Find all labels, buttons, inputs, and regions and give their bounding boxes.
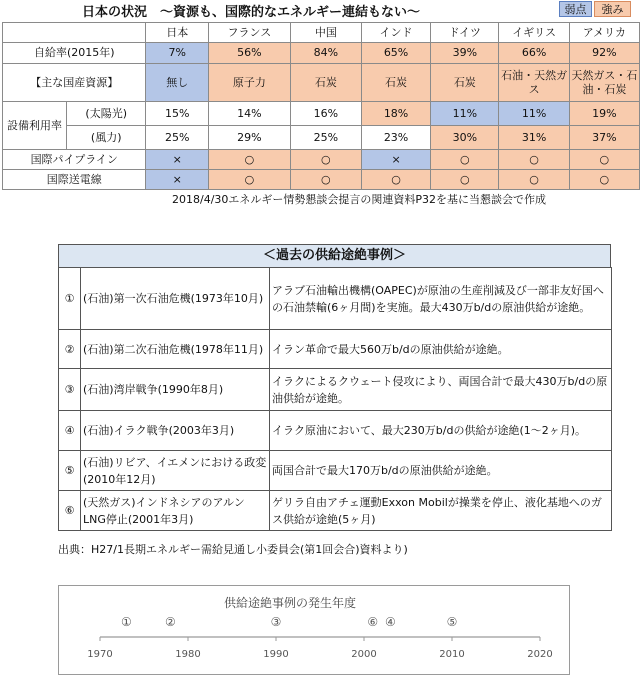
- event-number: ②: [59, 330, 81, 369]
- table-cell: 石炭: [361, 64, 430, 102]
- timeline-event-marker: ⑥: [367, 615, 379, 629]
- table-cell: 25%: [290, 126, 361, 150]
- timeline-event-marker: ④: [385, 615, 396, 629]
- table-cell: 15%: [146, 102, 209, 126]
- event-description: イラク原油において、最大230万b/dの供給が途絶(1～2ヶ月)。: [270, 411, 612, 451]
- event-number: ⑤: [59, 451, 81, 491]
- table-cell: 92%: [569, 43, 639, 64]
- timeline-tick-label: 2010: [439, 649, 465, 660]
- table-cell: ×: [146, 170, 209, 190]
- table-cell: 84%: [290, 43, 361, 64]
- table-cell: 18%: [361, 102, 430, 126]
- event-description: ゲリラ自由アチェ運動Exxon Mobilが操業を停止、液化基地へのガス供給が途絶(5ヶ月): [270, 491, 612, 531]
- timeline-title: 供給途絶事例の発生年度: [224, 596, 357, 610]
- country-header: アメリカ: [569, 23, 639, 43]
- history-source: 出典：H27/1長期エネルギー需給見通し小委員会(第1回会合)資料より): [58, 543, 408, 556]
- table-cell: ×: [361, 150, 430, 170]
- table-cell: ○: [569, 170, 639, 190]
- timeline-tick-label: 2020: [527, 649, 553, 660]
- table-cell: ×: [146, 150, 209, 170]
- table-cell: 56%: [209, 43, 291, 64]
- table-cell: 7%: [146, 43, 209, 64]
- capacity-label: 設備利用率: [3, 102, 67, 150]
- table-cell: 39%: [431, 43, 499, 64]
- table-cell: ○: [569, 150, 639, 170]
- table-cell: 31%: [499, 126, 569, 150]
- country-header: 日本: [146, 23, 209, 43]
- event-name: (天然ガス)インドネシアのアルンLNG停止(2001年3月): [81, 491, 270, 531]
- timeline-tick-label: 1980: [175, 649, 201, 660]
- event-number: ⑥: [59, 491, 81, 531]
- row-label: 自給率(2015年): [3, 43, 146, 64]
- timeline-tick-label: 1990: [263, 649, 289, 660]
- table-cell: ○: [499, 170, 569, 190]
- row-label: 【主な国産資源】: [3, 64, 146, 102]
- event-name: (石油)第二次石油危機(1978年11月): [81, 330, 270, 369]
- event-description: イラン革命で最大560万b/dの原油供給が途絶。: [270, 330, 612, 369]
- table-cell: ○: [361, 170, 430, 190]
- timeline-event-marker: ③: [270, 615, 282, 629]
- timeline-tick-label: 1970: [87, 649, 113, 660]
- table-cell: 30%: [431, 126, 499, 150]
- country-header: 中国: [290, 23, 361, 43]
- table-cell: 16%: [290, 102, 361, 126]
- country-header: インド: [361, 23, 430, 43]
- event-name: (石油)湾岸戦争(1990年8月): [81, 369, 270, 411]
- table-cell: 石油・天然ガス: [499, 64, 569, 102]
- table-cell: 天然ガス・石油・石炭: [569, 64, 639, 102]
- table-cell: 石炭: [431, 64, 499, 102]
- table-cell: 37%: [569, 126, 639, 150]
- event-number: ①: [59, 268, 81, 330]
- timeline-event-marker: ⑤: [446, 615, 458, 629]
- table-cell: ○: [290, 170, 361, 190]
- row-label: (風力): [66, 126, 146, 150]
- timeline-tick-label: 2000: [351, 649, 377, 660]
- table-cell: ○: [209, 150, 291, 170]
- table-cell: ○: [431, 150, 499, 170]
- event-name: (石油)第一次石油危機(1973年10月): [81, 268, 270, 330]
- timeline-event-marker: ②: [165, 615, 176, 629]
- row-label: 国際送電線: [3, 170, 146, 190]
- legend-strong: 強み: [594, 1, 631, 17]
- page-title: 日本の状況 ～資源も、国際的なエネルギー連結もない～: [82, 5, 421, 20]
- table-cell: 無し: [146, 64, 209, 102]
- table-cell: ○: [499, 150, 569, 170]
- table-cell: ○: [290, 150, 361, 170]
- event-number: ③: [59, 369, 81, 411]
- table-cell: 29%: [209, 126, 291, 150]
- table-cell: 19%: [569, 102, 639, 126]
- event-description: 両国合計で最大170万b/dの原油供給が途絶。: [270, 451, 612, 491]
- table-cell: 14%: [209, 102, 291, 126]
- table-cell: 石炭: [290, 64, 361, 102]
- country-header: イギリス: [499, 23, 569, 43]
- event-description: アラブ石油輸出機構(OAPEC)が原油の生産削減及び一部非友好国への石油禁輸(6ヶ月間)を実施。最大430万b/dの原油供給が途絶。: [270, 268, 612, 330]
- table-cell: ○: [209, 170, 291, 190]
- table-cell: 原子力: [209, 64, 291, 102]
- table-cell: 65%: [361, 43, 430, 64]
- country-header: フランス: [209, 23, 291, 43]
- table-cell: 11%: [499, 102, 569, 126]
- event-name: (石油)リビア、イエメンにおける政変(2010年12月): [81, 451, 270, 491]
- table-cell: ○: [431, 170, 499, 190]
- row-label: (太陽光): [66, 102, 146, 126]
- comparison-source: 2018/4/30エネルギー情勢懇談会提言の関連資料P32を基に当懇談会で作成: [172, 193, 547, 206]
- table-cell: 11%: [431, 102, 499, 126]
- table-cell: 66%: [499, 43, 569, 64]
- timeline-event-marker: ①: [121, 615, 132, 629]
- event-description: イラクによるクウェート侵攻により、両国合計で最大430万b/dの原油供給が途絶。: [270, 369, 612, 411]
- legend-weak: 弱点: [559, 1, 592, 17]
- history-title: ＜過去の供給途絶事例＞: [58, 244, 611, 268]
- row-label: 国際パイプライン: [3, 150, 146, 170]
- table-cell: 25%: [146, 126, 209, 150]
- table-cell: 23%: [361, 126, 430, 150]
- event-name: (石油)イラク戦争(2003年3月): [81, 411, 270, 451]
- country-header: ドイツ: [431, 23, 499, 43]
- event-number: ④: [59, 411, 81, 451]
